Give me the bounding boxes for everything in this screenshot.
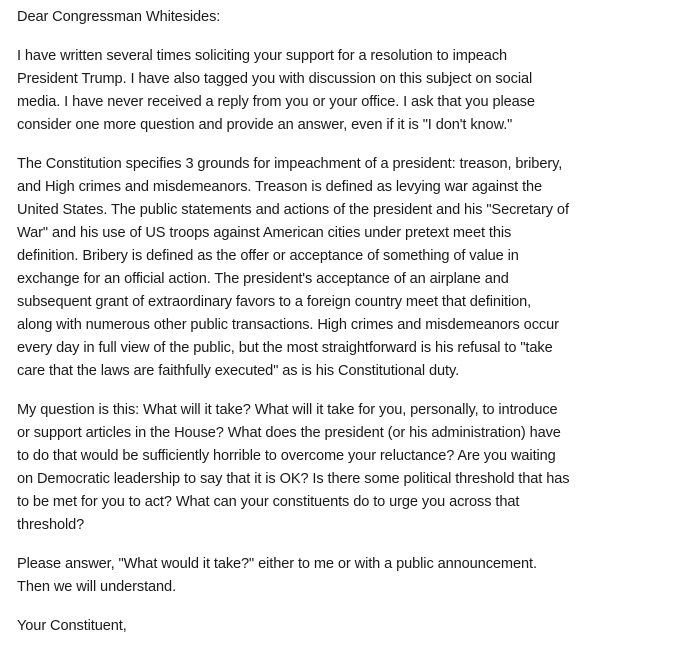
paragraph-line: on Democratic leadership to say that it is OK? Is there some political threshold that has — [17, 471, 570, 487]
paragraph-line: exchange for an official action. The president's acceptance of an airplane and — [17, 271, 509, 287]
salutation-text: Dear Congressman Whitesides: — [17, 9, 221, 25]
body-paragraph — [17, 553, 682, 599]
paragraph-line: I have written several times soliciting your support for a resolution to impeach — [17, 48, 508, 64]
paragraph-line: to be met for you to act? What can your constituents do to urge you across that — [17, 494, 520, 510]
paragraph-line: media. I have never received a reply from you or your office. I ask that you please — [17, 94, 535, 110]
body-paragraph — [17, 45, 682, 137]
paragraph-line: to do that would be sufficiently horrible to overcome your reluctance? Are you waiting — [17, 448, 556, 464]
paragraph-line: My question is this: What will it take? What will it take for you, personally, to introduce — [17, 402, 558, 418]
body-paragraph — [17, 153, 682, 383]
paragraph-line: and High crimes and misdemeanors. Treason is defined as levying war against the — [17, 179, 543, 195]
paragraph-line: every day in full view of the public, but the most straightforward is his refusal to "take — [17, 340, 553, 356]
paragraph-line: The Constitution specifies 3 grounds for impeachment of a president: treason, bribery, — [17, 156, 563, 172]
paragraph-line: United States. The public statements and actions of the president and his "Secretary of — [17, 202, 569, 218]
body-paragraph — [17, 399, 682, 537]
salutation — [17, 6, 682, 29]
paragraph-line: President Trump. I have also tagged you with discussion on this subject on social — [17, 71, 533, 87]
paragraph-line: consider one more question and provide an answer, even if it is "I don't know." — [17, 117, 513, 133]
paragraph-line: War" and his use of US troops against American cities under pretext meet this — [17, 225, 512, 241]
paragraph-line: Then we will understand. — [17, 579, 177, 595]
letter-document — [17, 6, 682, 654]
paragraph-line: definition. Bribery is defined as the offer or acceptance of something of value in — [17, 248, 519, 264]
closing — [17, 615, 682, 638]
paragraph-line: care that the laws are faithfully executed" as is his Constitutional duty. — [17, 363, 460, 379]
paragraph-line: along with numerous other public transactions. High crimes and misdemeanors occur — [17, 317, 559, 333]
paragraph-line: or support articles in the House? What does the president (or his administration) have — [17, 425, 561, 441]
paragraph-line: threshold? — [17, 517, 85, 533]
paragraph-line: Please answer, "What would it take?" either to me or with a public announcement. — [17, 556, 537, 572]
closing-text: Your Constituent, — [17, 618, 127, 634]
paragraph-line: subsequent grant of extraordinary favors to a foreign country meet that definition, — [17, 294, 532, 310]
